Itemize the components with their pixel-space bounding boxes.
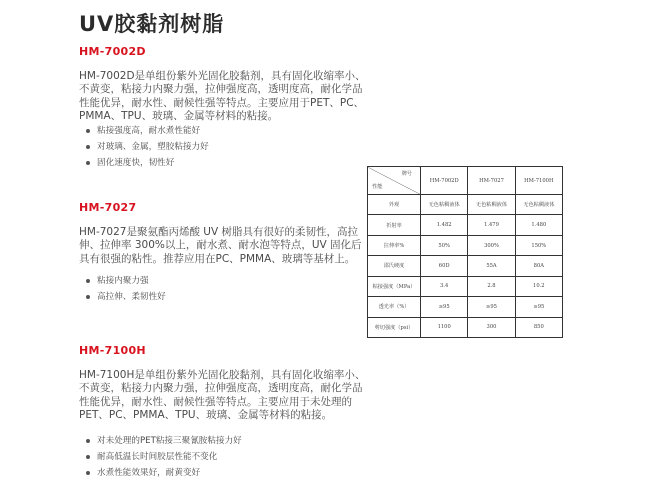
feature-item: 对玻璃、金属，塑胶粘接力好 bbox=[86, 141, 209, 157]
product-model-hm7002d: HM-7002D bbox=[79, 45, 146, 58]
table-cell: 无色粘稠液体 bbox=[515, 195, 562, 215]
table-cell: ≥95 bbox=[421, 297, 468, 317]
table-cell: 1.482 bbox=[421, 215, 468, 235]
table-cell: 10.2 bbox=[515, 276, 562, 296]
column-header: HM-7002D bbox=[421, 167, 468, 195]
row-property: 拉伸率% bbox=[368, 235, 421, 255]
page-title: UV胶黏剂树脂 bbox=[79, 12, 225, 36]
row-property: 剪切强度（psi） bbox=[368, 317, 421, 337]
table-row bbox=[368, 195, 563, 215]
corner-label-model: 牌号 bbox=[401, 171, 412, 177]
column-header: HM-7027 bbox=[468, 167, 515, 195]
feature-item: 耐高低温长时间胶层性能不变化 bbox=[86, 451, 242, 467]
table-cell: 50% bbox=[421, 235, 468, 255]
feature-item: 对未处理的PET粘接三聚氰胺粘接力好 bbox=[86, 435, 242, 451]
product-description-hm7100h: HM-7100H是单组份紫外光固化胶黏剂，具有固化收缩率小、不黄变，粘接力内聚力强，拉伸强度高，透明度高，耐化学品性能优异，耐水性、耐候性强等特点。主要应用于未处理的PET、PC、PMMA、TPU、玻璃、金属等材料的粘接。 bbox=[79, 369, 366, 421]
feature-item: 固化速度快，韧性好 bbox=[86, 157, 209, 173]
table-cell: 1.480 bbox=[515, 215, 562, 235]
table-cell: ≥95 bbox=[468, 297, 515, 317]
table-cell: 300% bbox=[468, 235, 515, 255]
product-description-hm7027: HM-7027是聚氨酯丙烯酸 UV 树脂具有很好的柔韧性，高拉伸、拉伸率 300%以上，耐水煮、耐水泡等特点，UV 固化后具有很强的粘性。推荐应用在PC、PMMA、玻璃等基材上。 bbox=[79, 226, 362, 265]
table-cell: ≥95 bbox=[515, 297, 562, 317]
product-description-hm7002d: HM-7002D是单组份紫外光固化胶黏剂，具有固化收缩率小、不黄变，粘接力内聚力强，拉伸强度高，透明度高，耐化学品性能优异，耐水性、耐候性强等特点。主要应用于PET、PC、PMMA、TPU、玻璃、金属等材料的粘接。 bbox=[79, 70, 366, 122]
row-property: 透光率（%） bbox=[368, 297, 421, 317]
table-row bbox=[368, 256, 563, 276]
product-model-hm7100h: HM-7100H bbox=[79, 344, 146, 357]
table-cell: 55A bbox=[468, 256, 515, 276]
table-cell: 3.4 bbox=[421, 276, 468, 296]
table-row bbox=[368, 276, 563, 296]
table-cell: 无色粘稠液体 bbox=[421, 195, 468, 215]
spec-table bbox=[367, 166, 563, 338]
table-cell: 150% bbox=[515, 235, 562, 255]
table-cell: 300 bbox=[468, 317, 515, 337]
table-cell: 60D bbox=[421, 256, 468, 276]
feature-item: 高拉伸、柔韧性好 bbox=[86, 291, 166, 307]
feature-list-hm7027 bbox=[86, 275, 166, 307]
feature-list-hm7100h bbox=[86, 435, 242, 483]
feature-list-hm7002d bbox=[86, 125, 209, 173]
table-cell: 2.8 bbox=[468, 276, 515, 296]
table-cell: 无色粘稠液体 bbox=[468, 195, 515, 215]
row-property: 折射率 bbox=[368, 215, 421, 235]
feature-item: 水煮性能效果好，耐黄变好 bbox=[86, 467, 242, 483]
feature-item: 粘接内聚力强 bbox=[86, 275, 166, 291]
table-cell: 850 bbox=[515, 317, 562, 337]
table-cell: 80A bbox=[515, 256, 562, 276]
table-row bbox=[368, 317, 563, 337]
row-property: 邵氏硬度 bbox=[368, 256, 421, 276]
spec-table-corner bbox=[368, 167, 421, 195]
corner-label-property: 性能 bbox=[372, 184, 383, 190]
table-row bbox=[368, 215, 563, 235]
spec-table-header bbox=[368, 167, 563, 195]
row-property: 粘接强度（MPa） bbox=[368, 276, 421, 296]
feature-item: 粘接强度高，耐水煮性能好 bbox=[86, 125, 209, 141]
table-cell: 1.479 bbox=[468, 215, 515, 235]
product-model-hm7027: HM-7027 bbox=[79, 201, 137, 214]
table-row bbox=[368, 235, 563, 255]
table-row bbox=[368, 297, 563, 317]
table-cell: 1100 bbox=[421, 317, 468, 337]
column-header: HM-7100H bbox=[515, 167, 562, 195]
row-property: 外观 bbox=[368, 195, 421, 215]
